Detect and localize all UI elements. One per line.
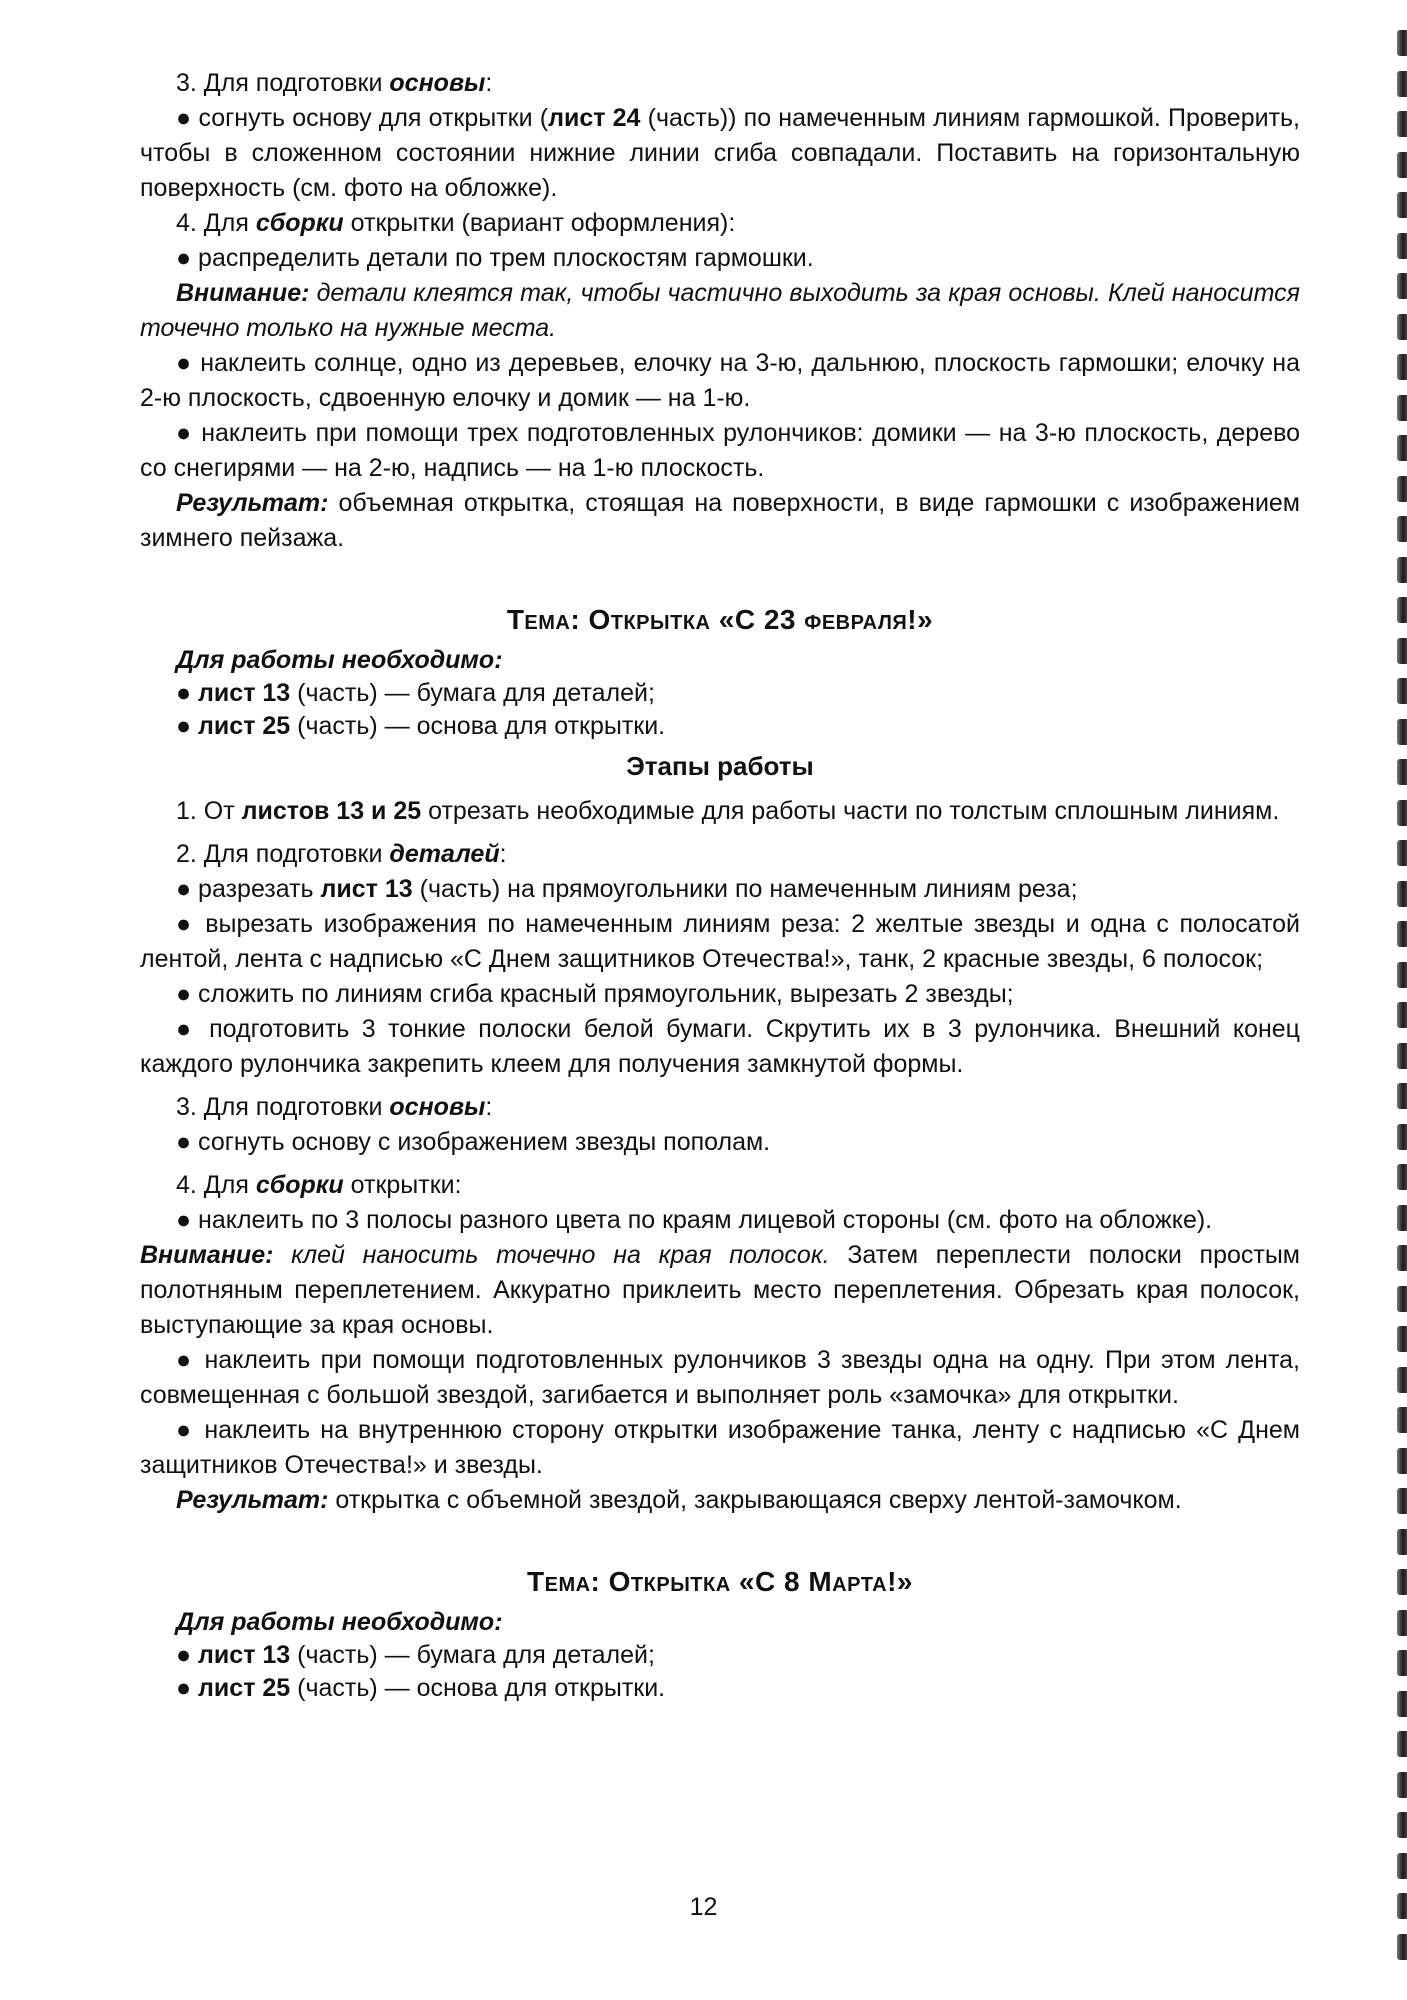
requirement-item <box>176 1639 1300 1672</box>
bullet-cut-sheet <box>140 872 1300 907</box>
bullet-prepare-strips: ● подготовить 3 тонкие полоски белой бумаги. Скрутить их в 3 рулончика. Внешний конец каждого рулончика закрепить клеем для получения замкнутой формы. <box>140 1015 1300 1078</box>
binding-ring <box>1397 719 1407 745</box>
binding-ring <box>1397 1691 1407 1717</box>
requirements-list <box>140 1606 1300 1705</box>
text-run: сборки <box>255 209 344 237</box>
bullet-glue-rolls: ● наклеить при помощи трех подготовленных рулончиков: домики — на 3-ю плоскость, дерево со снегирями — на 2-ю, надпись — на 1-ю плоскость. <box>140 419 1300 482</box>
step-1-paragraph <box>140 794 1300 829</box>
text-run: ● лист 25 <box>176 712 291 740</box>
binding-ring <box>1397 800 1407 826</box>
text-run: детали клеятся так, чтобы частично выходить за края основы. Клей наносится точечно только на нужные места. <box>140 279 1300 342</box>
bullet-fold-base <box>140 101 1300 206</box>
text-run: открытки: <box>343 1171 462 1199</box>
result-paragraph <box>140 1483 1300 1518</box>
text-run: Результат: <box>176 489 329 517</box>
text-run: клей наносить точечно на края полосок. <box>273 1241 830 1269</box>
bullet-glue-inside: ● наклеить на внутреннюю сторону открытки изображение танка, ленту с надписью «С Днем защитников Отечества!» и звезды. <box>140 1416 1300 1479</box>
page-body <box>140 66 1300 1705</box>
text-run: 4. Для <box>176 209 256 237</box>
binding-ring <box>1397 435 1407 461</box>
binding-ring <box>1397 881 1407 907</box>
binding-ring <box>1397 1083 1407 1109</box>
spacer <box>140 1160 1300 1168</box>
binding-ring <box>1397 1650 1407 1676</box>
stages-heading: Этапы работы <box>626 751 814 781</box>
requirements-list <box>140 644 1300 743</box>
text-run: : <box>485 1093 493 1121</box>
binding-ring <box>1397 1407 1407 1433</box>
text-run: Результат: <box>176 1486 329 1514</box>
binding-ring <box>1397 1812 1407 1838</box>
binding-ring <box>1397 1124 1407 1150</box>
step-4-paragraph <box>140 1168 1300 1203</box>
text-run: 2. Для подготовки <box>176 840 390 868</box>
spacer <box>140 1082 1300 1090</box>
binding-ring <box>1397 233 1407 259</box>
text-run: объемная открытка, стоящая на поверхности, в виде гармошки с изображением зимнего пейзажа. <box>140 489 1300 552</box>
text-run: (часть) на прямоугольники по намеченным линиям реза; <box>412 875 1078 903</box>
binding-ring <box>1397 516 1407 542</box>
text-run: (часть) — бумага для деталей; <box>290 1641 655 1669</box>
text-run: : <box>499 840 507 868</box>
binding-ring <box>1397 1002 1407 1028</box>
text-run: ● лист 13 <box>176 1641 291 1669</box>
text-run: отрезать необходимые для работы части по толстым сплошным линиям. <box>421 797 1280 825</box>
section-heading-mar8: Тема: Открытка «С 8 Марта!» <box>527 1566 913 1597</box>
bullet-glue-stars: ● наклеить при помощи подготовленных рулончиков 3 звезды одна на одну. При этом лента, совмещенная с большой звездой, загибается и выполняет роль «замочка» для открытки. <box>140 1346 1300 1409</box>
result-paragraph <box>140 486 1300 556</box>
binding-ring <box>1397 1205 1407 1231</box>
binding-ring <box>1397 192 1407 218</box>
bullet-fold-star-base: ● согнуть основу с изображением звезды пополам. <box>176 1128 771 1156</box>
binding-ring <box>1397 1569 1407 1595</box>
bullet-glue-stripes: ● наклеить по 3 полосы разного цвета по краям лицевой стороны (см. фото на обложке). <box>176 1206 1213 1234</box>
binding-ring <box>1397 557 1407 583</box>
text-run: 1. От <box>176 797 242 825</box>
requirement-item <box>176 1672 1300 1705</box>
spacer <box>140 829 1300 837</box>
binding-ring <box>1397 1893 1407 1919</box>
binding-ring <box>1397 921 1407 947</box>
binding-ring <box>1397 638 1407 664</box>
attention-note <box>140 1238 1300 1343</box>
text-run: лист 13 <box>320 875 413 903</box>
requirement-item <box>176 677 1300 710</box>
binding-ring <box>1397 1448 1407 1474</box>
binding-ring <box>1397 1245 1407 1271</box>
bullet-fold-red: ● сложить по линиям сгиба красный прямоугольник, вырезать 2 звезды; <box>176 980 1014 1008</box>
spiral-binding <box>1393 30 1407 1980</box>
text-run: (часть) — бумага для деталей; <box>290 679 655 707</box>
binding-ring <box>1397 1610 1407 1636</box>
text-run: (часть)) по намеченным линиям гармошкой. Проверить, чтобы в сложенном состоянии нижние линии сгиба совпадали. Поставить на горизонтальную поверхность (см. фото на обложке). <box>140 104 1300 202</box>
binding-ring <box>1397 1043 1407 1069</box>
step-3-paragraph <box>140 66 1300 101</box>
text-run: лист 24 <box>548 104 641 132</box>
requirements-title: Для работы необходимо: <box>176 1608 503 1636</box>
text-run: (часть) — основа для открытки. <box>290 712 666 740</box>
text-run: 3. Для подготовки <box>176 69 390 97</box>
binding-ring <box>1397 111 1407 137</box>
text-run: сборки <box>255 1171 344 1199</box>
binding-ring <box>1397 152 1407 178</box>
text-run: открытки (вариант оформления): <box>343 209 736 237</box>
binding-ring <box>1397 1529 1407 1555</box>
requirement-item <box>176 710 1300 743</box>
binding-ring <box>1397 273 1407 299</box>
binding-ring <box>1397 1934 1407 1960</box>
attention-note <box>140 276 1300 346</box>
text-run: Внимание: <box>176 279 310 307</box>
step-3-paragraph <box>140 1090 1300 1125</box>
text-run: ● разрезать <box>176 875 321 903</box>
binding-ring <box>1397 1488 1407 1514</box>
binding-ring <box>1397 1731 1407 1757</box>
bullet-glue-sun: ● наклеить солнце, одно из деревьев, елочку на 3-ю, дальнюю, плоскость гармошки; елочку на 2-ю плоскость, сдвоенную елочку и домик — на 1-ю. <box>140 349 1300 412</box>
binding-ring <box>1397 962 1407 988</box>
binding-ring <box>1397 314 1407 340</box>
text-run: основы <box>389 1093 486 1121</box>
binding-ring <box>1397 678 1407 704</box>
text-run: открытка с объемной звездой, закрывающаяся сверху лентой-замочком. <box>328 1486 1182 1514</box>
binding-ring <box>1397 395 1407 421</box>
binding-ring <box>1397 1367 1407 1393</box>
text-run: ● лист 25 <box>176 1674 291 1702</box>
section-heading-feb23: Тема: Открытка «С 23 февраля!» <box>506 604 934 635</box>
text-run: ● согнуть основу для открытки ( <box>176 104 549 132</box>
text-run: основы <box>389 69 486 97</box>
binding-ring <box>1397 1772 1407 1798</box>
text-run: 4. Для <box>176 1171 256 1199</box>
text-run: Внимание: <box>140 1241 274 1269</box>
binding-ring <box>1397 476 1407 502</box>
binding-ring <box>1397 840 1407 866</box>
binding-ring <box>1397 1326 1407 1352</box>
binding-ring <box>1397 759 1407 785</box>
bullet-cut-images: ● вырезать изображения по намеченным линиям реза: 2 желтые звезды и одна с полосатой лентой, лента с надписью «С Днем защитников Отечества!», танк, 2 красные звезды, 6 полосок; <box>140 910 1300 973</box>
text-run: (часть) — основа для открытки. <box>290 1674 666 1702</box>
page-number: 12 <box>689 1893 718 1921</box>
text-run: 3. Для подготовки <box>176 1093 390 1121</box>
binding-ring <box>1397 71 1407 97</box>
binding-ring <box>1397 597 1407 623</box>
text-run: Затем переплести полоски простым полотняным переплетением. Аккуратно приклеить место переплетения. Обрезать края полосок, выступающие за края основы. <box>140 1241 1300 1339</box>
binding-ring <box>1397 354 1407 380</box>
text-run: : <box>485 69 493 97</box>
step-2-paragraph <box>140 837 1300 872</box>
step-4-paragraph <box>140 206 1300 241</box>
bullet-distribute: ● распределить детали по трем плоскостям гармошки. <box>176 244 814 272</box>
binding-ring <box>1397 30 1407 56</box>
requirements-title: Для работы необходимо: <box>176 646 503 674</box>
binding-ring <box>1397 1853 1407 1879</box>
text-run: деталей <box>389 840 500 868</box>
binding-ring <box>1397 1164 1407 1190</box>
text-run: ● лист 13 <box>176 679 291 707</box>
binding-ring <box>1397 1286 1407 1312</box>
text-run: листов 13 и 25 <box>241 797 422 825</box>
